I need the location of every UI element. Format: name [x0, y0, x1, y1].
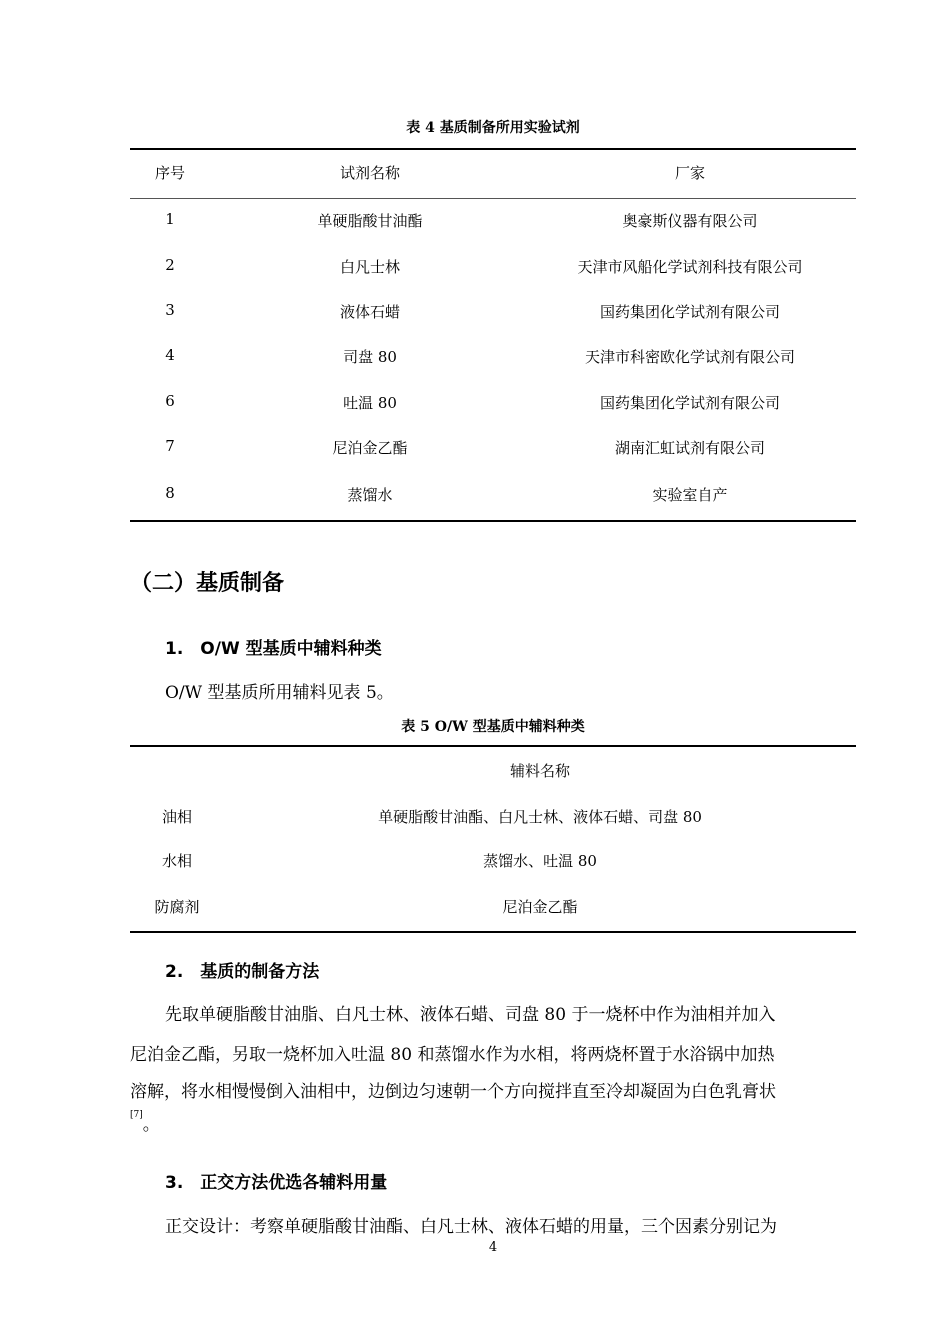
subsection-3-text: 正交设计：考察单硬脂酸甘油酯、白凡士林、液体石蜡的用量，三个因素分别记为 [165, 1217, 777, 1237]
table4-cell-index: 7 [165, 437, 175, 455]
table4-cell-reagent: 单硬脂酸甘油酯 [317, 212, 423, 230]
table4-cell-index: 4 [165, 346, 175, 364]
table5-cell-phase: 水相 [161, 852, 192, 870]
table4-cell-reagent: 白凡士林 [339, 258, 400, 276]
subsection-heading-1: 1. O/W 型基质中辅料种类 [165, 639, 382, 659]
table4-cell-manufacturer: 湖南汇虹试剂有限公司 [614, 439, 765, 457]
table4-bottom-rule [130, 520, 856, 522]
table4-cell-reagent: 司盘 80 [343, 348, 397, 366]
table4-caption: 表 4 基质制备所用实验试剂 [406, 120, 580, 136]
table5-cell-excipients: 蒸馏水、吐温 80 [483, 852, 597, 870]
table4-cell-index: 2 [165, 256, 175, 274]
table4-cell-index: 6 [165, 392, 175, 410]
table4-cell-index: 8 [165, 484, 175, 502]
period: 。 [142, 1115, 160, 1135]
table4-cell-manufacturer: 实验室自产 [652, 486, 728, 504]
table5-top-rule [130, 745, 856, 747]
table5-cell-excipients: 单硬脂酸甘油酯、白凡士林、液体石蜡、司盘 80 [378, 808, 702, 826]
table4-cell-reagent: 吐温 80 [343, 394, 397, 412]
table4-cell-manufacturer: 天津市科密欧化学试剂有限公司 [584, 348, 795, 366]
paragraph-line: 溶解，将水相慢慢倒入油相中，边倒边匀速朝一个方向搅拌直至冷却凝固为白色乳膏状 [130, 1082, 776, 1102]
paragraph-line: 尼泊金乙酯，另取一烧杯加入吐温 80 和蒸馏水作为水相，将两烧杯置于水浴锅中加热 [130, 1045, 775, 1065]
table4-cell-manufacturer: 天津市风船化学试剂科技有限公司 [577, 258, 803, 276]
table4-cell-reagent: 尼泊金乙酯 [332, 439, 408, 457]
page-number: 4 [488, 1240, 498, 1255]
subsection-heading-3: 3. 正交方法优选各辅料用量 [165, 1173, 388, 1193]
table4-header-index: 序号 [154, 164, 185, 182]
table5-header: 辅料名称 [509, 762, 570, 780]
table5-caption: 表 5 O/W 型基质中辅料种类 [401, 719, 585, 735]
section-heading: （二）基质制备 [130, 571, 285, 596]
table4-top-rule [130, 148, 856, 150]
table4-cell-manufacturer: 奥豪斯仪器有限公司 [622, 212, 758, 230]
table5-bottom-rule [130, 931, 856, 933]
table4-header-manufacturer: 厂家 [674, 164, 705, 182]
table4-cell-reagent: 蒸馏水 [347, 486, 393, 504]
table5-cell-phase: 防腐剂 [154, 898, 200, 916]
table4-header-reagent: 试剂名称 [339, 164, 400, 182]
subsection-1-text: O/W 型基质所用辅料见表 5。 [165, 683, 394, 703]
citation-reference: [7] [130, 1110, 143, 1120]
table4-header-rule [130, 198, 856, 199]
table5-cell-excipients: 尼泊金乙酯 [502, 898, 578, 916]
paragraph-line: 先取单硬脂酸甘油脂、白凡士林、液体石蜡、司盘 80 于一烧杯中作为油相并加入 [165, 1005, 776, 1025]
table4-cell-index: 3 [165, 301, 175, 319]
table4-cell-reagent: 液体石蜡 [339, 303, 400, 321]
table5-cell-phase: 油相 [161, 808, 192, 826]
table4-cell-manufacturer: 国药集团化学试剂有限公司 [599, 394, 780, 412]
paragraph-line-end [130, 1110, 160, 1135]
subsection-heading-2: 2. 基质的制备方法 [165, 962, 320, 982]
table4-cell-index: 1 [165, 210, 175, 228]
table4-cell-manufacturer: 国药集团化学试剂有限公司 [599, 303, 780, 321]
